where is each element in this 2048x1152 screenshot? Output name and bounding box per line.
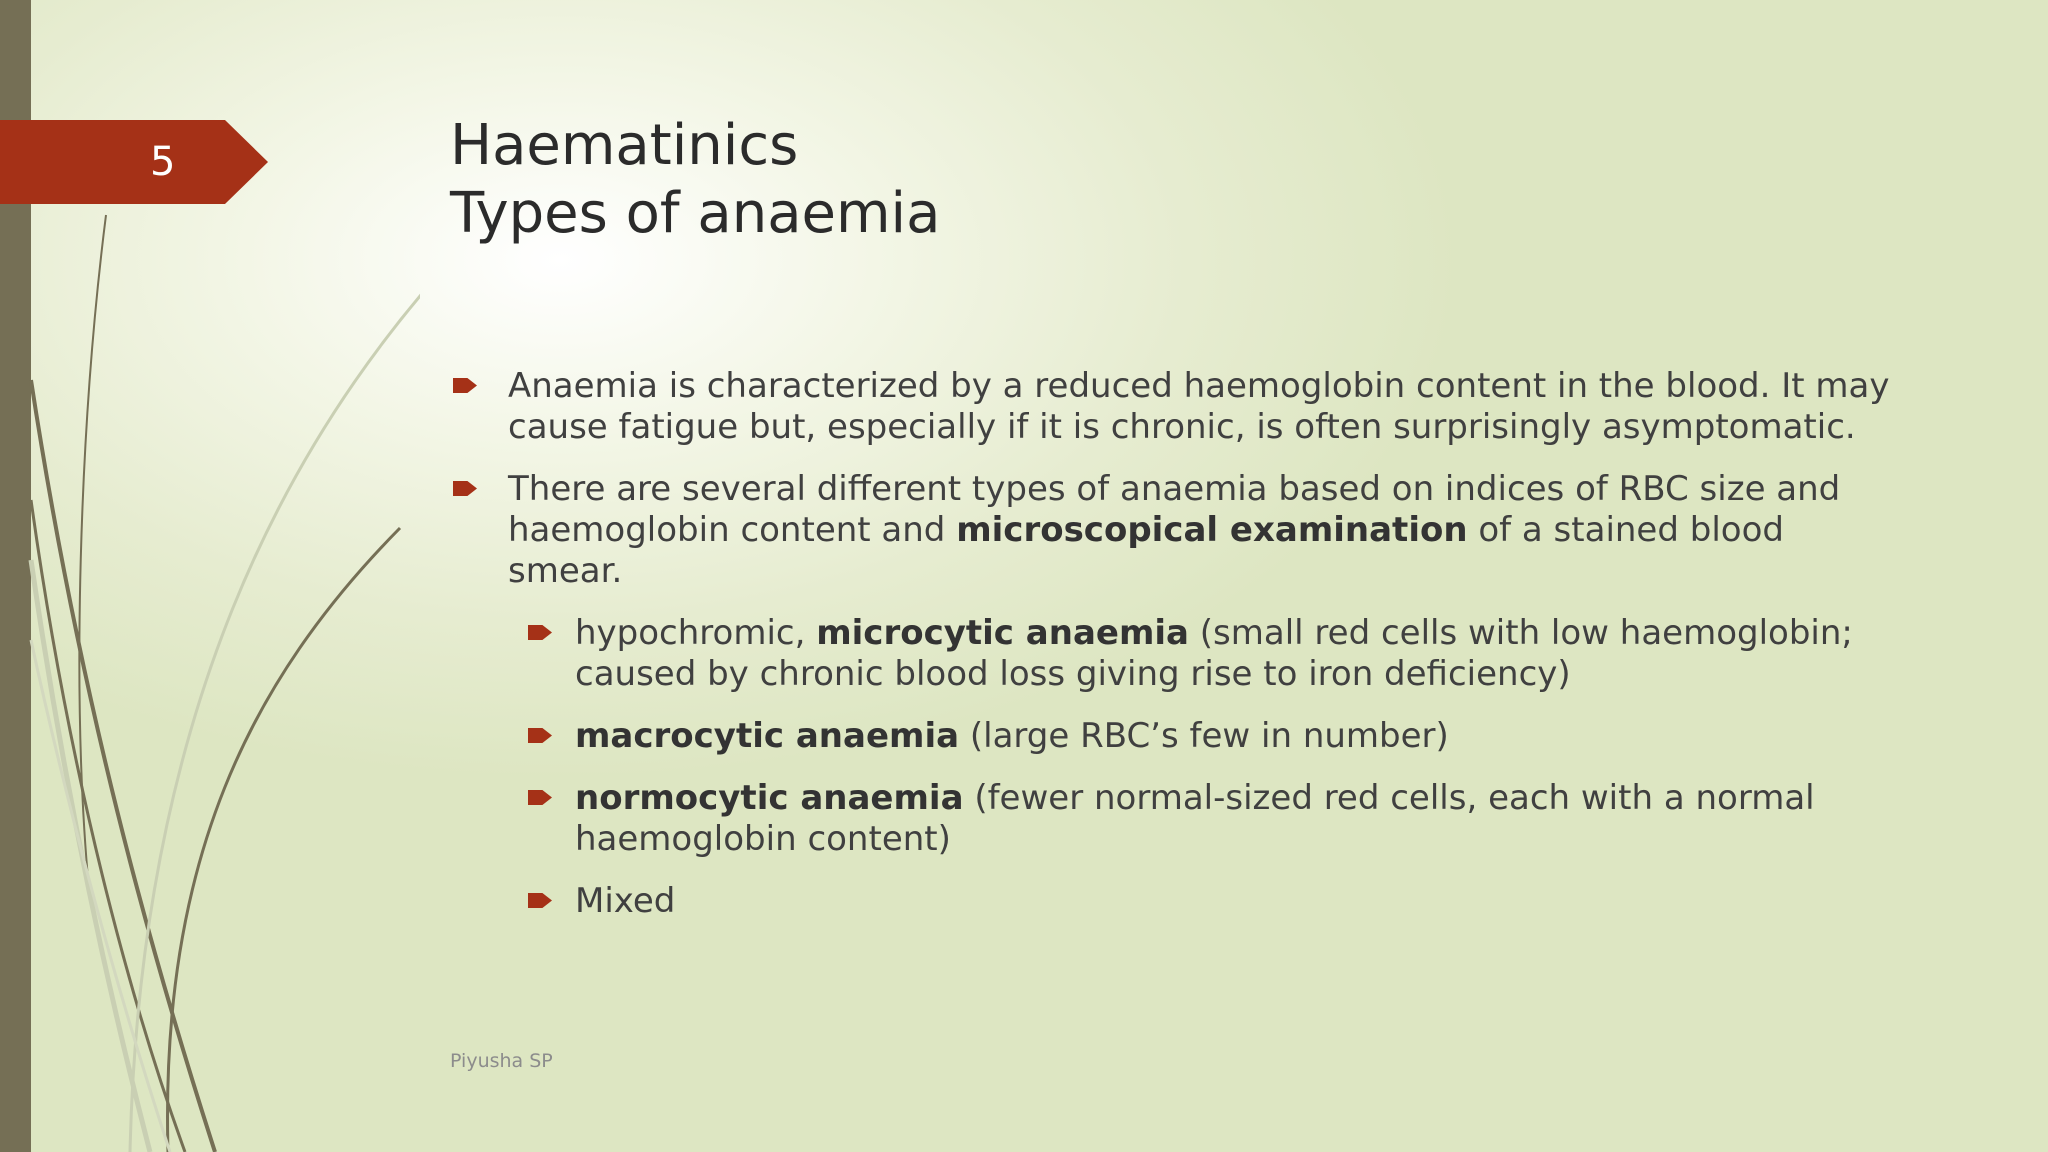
arrow-bullet-icon [528,625,552,640]
bullet-text: hypochromic, [575,613,817,653]
arrow-bullet-icon [528,893,552,908]
bullet-bold-text: normocytic anaemia [575,778,964,818]
bullet-text: of a stained blood smear. [508,510,1784,591]
arrow-bullet-icon [453,481,477,496]
sub-bullet-item [450,881,1890,922]
bullet-text: There are several different types of anaemia based on indices of RBC size and haemoglobin content and [508,469,1841,550]
bullet-bold-text: microcytic anaemia [816,613,1189,653]
bullet-text: (large RBC’s few in number) [959,716,1449,756]
bullet-text: Anaemia is characterized by a reduced haemoglobin content in the blood. It may cause fatigue but, especially if it is chronic, is often surprisingly asymptomatic. [508,366,1890,447]
slide-number: 5 [150,139,176,185]
arrow-bullet-icon [528,790,552,805]
sub-bullet-item [450,613,1890,695]
bullet-text: (small red cells with low haemoglobin; caused by chronic blood loss giving rise to iron deficiency) [575,613,1853,694]
arrow-bullet-icon [453,378,477,393]
arrow-bullet-icon [528,728,552,743]
footer-author: Piyusha SP [450,1050,553,1072]
bullet-bold-text: macrocytic anaemia [575,716,960,756]
sub-bullet-item [450,778,1890,860]
bullet-list [450,366,1890,943]
bullet-item [450,469,1890,592]
slide-title [450,112,940,248]
bullet-item [450,366,1890,448]
title-line-2: Types of anaemia [450,181,941,246]
bullet-bold-text: microscopical examination [956,510,1468,550]
bullet-text: (fewer normal-sized red cells, each with a normal haemoglobin content) [575,778,1815,859]
title-line-1: Haematinics [450,113,799,178]
sub-bullet-item [450,716,1890,757]
bullet-text: Mixed [575,881,676,921]
